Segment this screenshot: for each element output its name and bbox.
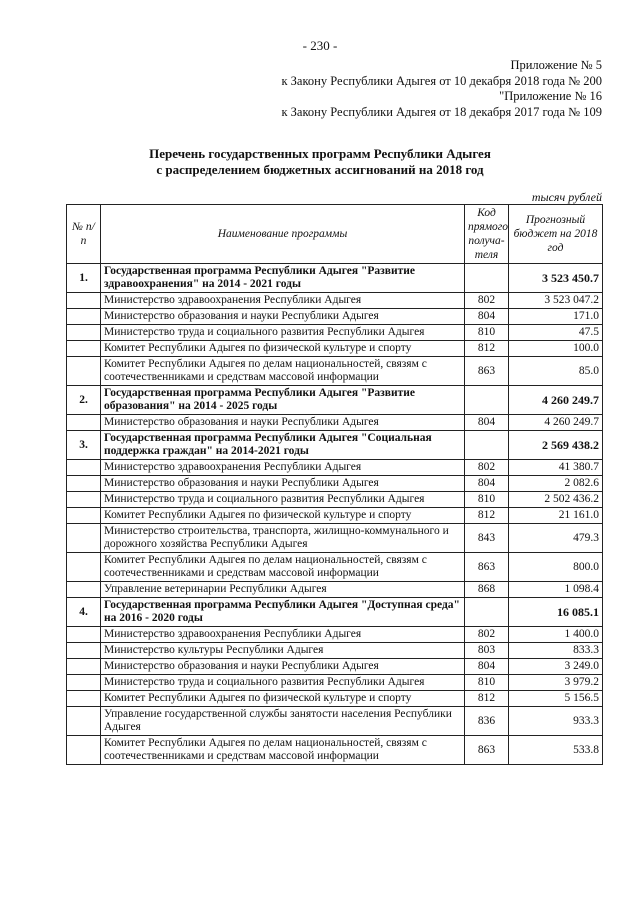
document-title <box>0 146 640 178</box>
row-code: 812 <box>465 508 509 524</box>
row-num <box>67 675 101 691</box>
appendix-line-3: "Приложение № 16 <box>499 89 602 103</box>
row-name: Министерство образования и науки Республики Адыгея <box>101 659 465 675</box>
row-amount: 1 098.4 <box>509 582 603 598</box>
table-row <box>67 357 603 386</box>
table-row <box>67 309 603 325</box>
table-body <box>67 264 603 765</box>
row-code <box>465 264 509 293</box>
row-amount: 21 161.0 <box>509 508 603 524</box>
row-name: Комитет Республики Адыгея по делам национальностей, связям с соотечественниками и средствам массовой информации <box>101 357 465 386</box>
row-num <box>67 643 101 659</box>
row-name: Комитет Республики Адыгея по физической культуре и спорту <box>101 341 465 357</box>
row-amount: 933.3 <box>509 707 603 736</box>
row-code: 804 <box>465 415 509 431</box>
page-number: - 230 - <box>302 38 338 53</box>
row-amount: 3 249.0 <box>509 659 603 675</box>
row-code: 812 <box>465 341 509 357</box>
row-name: Министерство труда и социального развития Республики Адыгея <box>101 675 465 691</box>
row-num <box>67 492 101 508</box>
table-row <box>67 643 603 659</box>
appendix-line-2: к Закону Республики Адыгея от 10 декабря 2018 года № 200 <box>281 73 602 88</box>
table-row <box>67 691 603 707</box>
row-name: Министерство здравоохранения Республики Адыгея <box>101 460 465 476</box>
table-row <box>67 508 603 524</box>
row-name: Комитет Республики Адыгея по физической культуре и спорту <box>101 691 465 707</box>
table-header-row <box>67 205 603 264</box>
row-num: 2. <box>67 386 101 415</box>
table-row <box>67 675 603 691</box>
row-name: Комитет Республики Адыгея по физической культуре и спорту <box>101 508 465 524</box>
table-row <box>67 415 603 431</box>
units-label: тысяч рублей <box>531 190 602 204</box>
row-code: 843 <box>465 524 509 553</box>
header-name: Наименование программы <box>101 205 465 264</box>
row-code: 802 <box>465 627 509 643</box>
row-code <box>465 598 509 627</box>
table-row <box>67 627 603 643</box>
row-name: Министерство образования и науки Республики Адыгея <box>101 476 465 492</box>
row-num: 1. <box>67 264 101 293</box>
row-name: Министерство культуры Республики Адыгея <box>101 643 465 659</box>
row-name: Министерство образования и науки Республики Адыгея <box>101 309 465 325</box>
table-row <box>67 460 603 476</box>
row-amount: 4 260 249.7 <box>509 415 603 431</box>
row-amount: 800.0 <box>509 553 603 582</box>
row-name: Государственная программа Республики Адыгея "Социальная поддержка граждан" на 2014-2021 годы <box>101 431 465 460</box>
appendix-line-4: к Закону Республики Адыгея от 18 декабря 2017 года № 109 <box>281 104 602 119</box>
row-code: 804 <box>465 659 509 675</box>
row-amount: 5 156.5 <box>509 691 603 707</box>
table-row <box>67 707 603 736</box>
row-num: 4. <box>67 598 101 627</box>
table-row <box>67 476 603 492</box>
row-code: 802 <box>465 293 509 309</box>
row-code <box>465 431 509 460</box>
row-num <box>67 659 101 675</box>
row-amount: 4 260 249.7 <box>509 386 603 415</box>
row-name: Министерство здравоохранения Республики Адыгея <box>101 293 465 309</box>
row-amount: 3 523 047.2 <box>509 293 603 309</box>
row-code: 802 <box>465 460 509 476</box>
header-code: Код прямого получа-теля <box>465 205 509 264</box>
row-amount: 1 400.0 <box>509 627 603 643</box>
row-amount: 833.3 <box>509 643 603 659</box>
row-code: 803 <box>465 643 509 659</box>
row-num <box>67 691 101 707</box>
program-row <box>67 431 603 460</box>
row-name: Государственная программа Республики Адыгея "Развитие образования" на 2014 - 2025 годы <box>101 386 465 415</box>
row-name: Комитет Республики Адыгея по делам национальностей, связям с соотечественниками и средствам массовой информации <box>101 736 465 765</box>
row-code: 810 <box>465 675 509 691</box>
row-code: 804 <box>465 309 509 325</box>
program-row <box>67 598 603 627</box>
budget-table <box>66 204 603 765</box>
row-name: Министерство здравоохранения Республики Адыгея <box>101 627 465 643</box>
row-amount: 2 569 438.2 <box>509 431 603 460</box>
row-name: Государственная программа Республики Адыгея "Доступная среда" на 2016 - 2020 годы <box>101 598 465 627</box>
row-code <box>465 386 509 415</box>
row-name: Министерство образования и науки Республики Адыгея <box>101 415 465 431</box>
row-num <box>67 508 101 524</box>
row-code: 863 <box>465 357 509 386</box>
row-num <box>67 293 101 309</box>
table-row <box>67 325 603 341</box>
row-code: 810 <box>465 325 509 341</box>
row-name: Управление ветеринарии Республики Адыгея <box>101 582 465 598</box>
program-row <box>67 264 603 293</box>
row-num <box>67 309 101 325</box>
row-amount: 171.0 <box>509 309 603 325</box>
row-num <box>67 627 101 643</box>
row-code: 868 <box>465 582 509 598</box>
row-name: Министерство труда и социального развития Республики Адыгея <box>101 492 465 508</box>
title-line-2: с распределением бюджетных ассигнований на 2018 год <box>156 162 484 177</box>
table-row <box>67 492 603 508</box>
row-amount: 41 380.7 <box>509 460 603 476</box>
row-name: Министерство строительства, транспорта, жилищно-коммунального и дорожного хозяйства Республики Адыгея <box>101 524 465 553</box>
row-amount: 3 523 450.7 <box>509 264 603 293</box>
table-row <box>67 736 603 765</box>
row-amount: 16 085.1 <box>509 598 603 627</box>
header-amount: Прогнозный бюджет на 2018 год <box>509 205 603 264</box>
row-num <box>67 707 101 736</box>
row-name: Министерство труда и социального развития Республики Адыгея <box>101 325 465 341</box>
row-num: 3. <box>67 431 101 460</box>
header-num: № п/п <box>67 205 101 264</box>
row-num <box>67 341 101 357</box>
program-row <box>67 386 603 415</box>
row-amount: 85.0 <box>509 357 603 386</box>
table-row <box>67 293 603 309</box>
table-row <box>67 582 603 598</box>
row-num <box>67 357 101 386</box>
row-code: 812 <box>465 691 509 707</box>
row-amount: 533.8 <box>509 736 603 765</box>
row-num <box>67 524 101 553</box>
row-code: 836 <box>465 707 509 736</box>
row-amount: 2 502 436.2 <box>509 492 603 508</box>
row-num <box>67 476 101 492</box>
table-row <box>67 341 603 357</box>
row-code: 810 <box>465 492 509 508</box>
row-amount: 47.5 <box>509 325 603 341</box>
row-amount: 100.0 <box>509 341 603 357</box>
row-name: Управление государственной службы занятости населения Республики Адыгея <box>101 707 465 736</box>
table-row <box>67 524 603 553</box>
table-row <box>67 659 603 675</box>
row-code: 863 <box>465 736 509 765</box>
row-amount: 479.3 <box>509 524 603 553</box>
row-code: 804 <box>465 476 509 492</box>
row-amount: 2 082.6 <box>509 476 603 492</box>
row-num <box>67 736 101 765</box>
row-num <box>67 553 101 582</box>
title-line-1: Перечень государственных программ Республики Адыгея <box>149 146 491 161</box>
row-num <box>67 415 101 431</box>
row-num <box>67 325 101 341</box>
row-num <box>67 460 101 476</box>
row-name: Комитет Республики Адыгея по делам национальностей, связям с соотечественниками и средствам массовой информации <box>101 553 465 582</box>
table-row <box>67 553 603 582</box>
appendix-line-1: Приложение № 5 <box>510 58 602 72</box>
row-num <box>67 582 101 598</box>
row-code: 863 <box>465 553 509 582</box>
row-name: Государственная программа Республики Адыгея "Развитие здравоохранения" на 2014 - 2021 годы <box>101 264 465 293</box>
row-amount: 3 979.2 <box>509 675 603 691</box>
appendix-block <box>202 58 602 120</box>
